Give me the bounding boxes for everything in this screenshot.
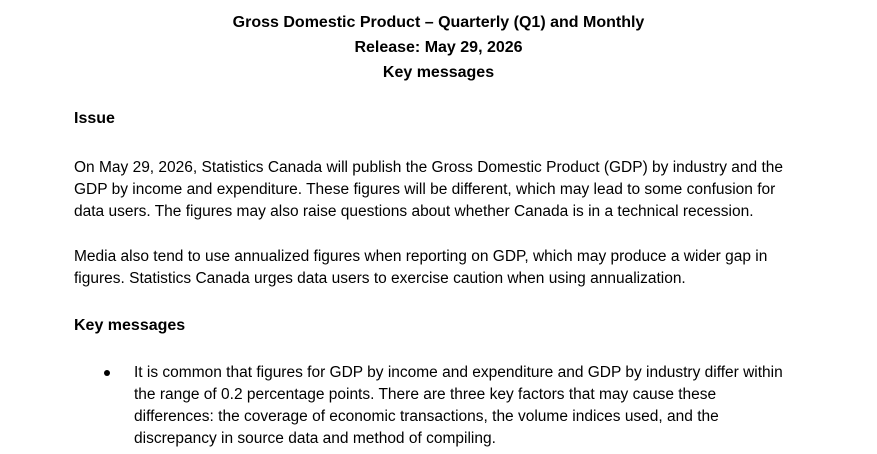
paragraph-line: Media also tend to use annualized figures when reporting on GDP, which may produce a wider gap in [74,248,768,265]
document-title [0,10,877,85]
bullet-line: the range of 0.2 percentage points. There are three key factors that may cause these [134,386,717,403]
paragraph-line: figures. Statistics Canada urges data users to exercise caution when using annualization. [74,270,686,287]
key-messages-heading: Key messages [74,317,186,334]
title-line-2: Release: May 29, 2026 [354,39,523,56]
title-line-3: Key messages [382,64,495,81]
bullet-line: differences: the coverage of economic transactions, the volume indices used, and the [134,408,719,425]
paragraph-line: On May 29, 2026, Statistics Canada will publish the Gross Domestic Product (GDP) by industry and the [74,159,784,176]
issue-heading: Issue [74,110,115,127]
title-line-1: Gross Domestic Product – Quarterly (Q1) and Monthly [232,14,645,31]
issue-paragraph-2 [74,246,767,290]
issue-paragraph-1 [74,157,783,223]
paragraph-line: data users. The figures may also raise questions about whether Canada is in a technical recession. [74,203,754,220]
bullet-dot-icon [104,362,112,384]
paragraph-line: GDP by income and expenditure. These figures will be different, which may lead to some confusion for [74,181,776,198]
bullet-line: discrepancy in source data and method of compiling. [134,430,496,447]
bullet-text [134,362,783,450]
bullet-line: It is common that figures for GDP by income and expenditure and GDP by industry differ within [134,364,783,381]
